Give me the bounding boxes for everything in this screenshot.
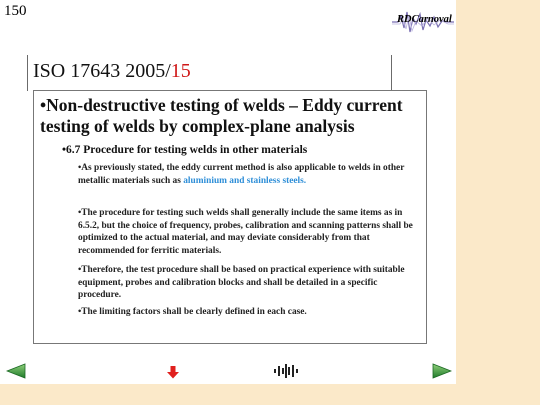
page-number: 150 bbox=[4, 3, 27, 19]
sub-heading: •6.7 Procedure for testing welds in other materials bbox=[62, 144, 308, 156]
paragraph-applicability bbox=[78, 162, 418, 187]
logo-text: RDCarnoval bbox=[397, 14, 452, 25]
title-prefix: ISO 17643 2005/ bbox=[33, 60, 171, 82]
logo bbox=[392, 8, 454, 36]
slide-title bbox=[33, 60, 191, 83]
paragraph-experience: •Therefore, the test procedure shall be based on practical experience with suitable equipment, probes and calibration blocks and shall be detailed in a specific procedure. bbox=[78, 265, 405, 300]
paragraph-procedure: •The procedure for testing such welds shall generally include the same items as in 6.5.2, but the choice of frequency, probes, calibration and scanning patterns shall be optimized to the actual material, and may deviate considerably from that recommended for ferritic materials. bbox=[78, 208, 413, 256]
next-slide-button[interactable] bbox=[432, 363, 452, 379]
right-triangle-icon bbox=[432, 363, 452, 379]
left-triangle-icon bbox=[6, 363, 26, 379]
down-arrow-icon bbox=[166, 365, 180, 379]
main-heading: •Non-destructive testing of welds – Eddy current testing of welds by complex-plane analysis bbox=[40, 95, 403, 136]
audio-button[interactable] bbox=[273, 363, 299, 379]
materials-highlight: aluminium and stainless steels. bbox=[183, 175, 307, 186]
paragraph-limiting-factors: •The limiting factors shall be clearly defined in each case. bbox=[78, 307, 307, 317]
title-highlight: 15 bbox=[170, 60, 191, 82]
paragraph-applicability-text: •As previously stated, the eddy current method is also applicable to welds in other metallic materials such as bbox=[78, 163, 405, 186]
previous-slide-button[interactable] bbox=[6, 363, 26, 379]
down-arrow-button[interactable] bbox=[166, 365, 180, 379]
sound-wave-icon bbox=[273, 363, 299, 379]
